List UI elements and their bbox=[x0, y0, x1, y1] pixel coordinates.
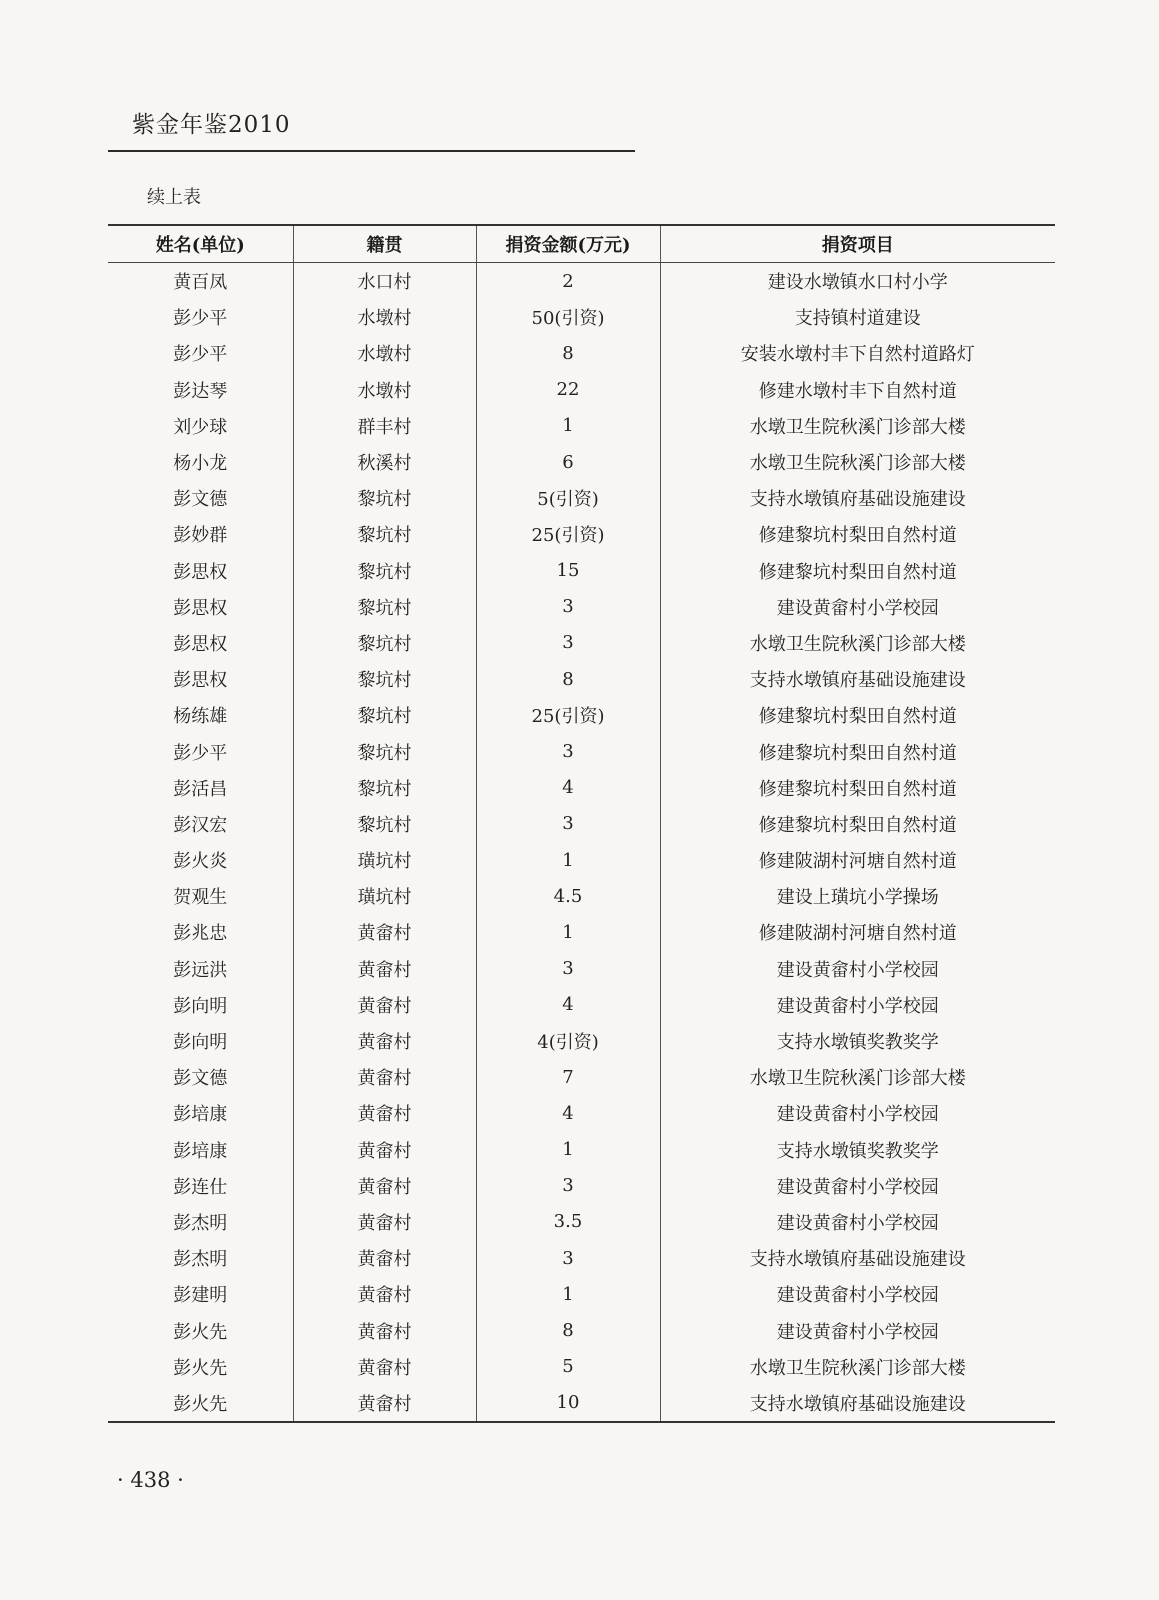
table-header bbox=[108, 225, 1055, 263]
cell-name: 彭思权 bbox=[108, 625, 293, 661]
cell-name: 黄百凤 bbox=[108, 263, 293, 300]
cell-project: 水墩卫生院秋溪门诊部大楼 bbox=[749, 1068, 966, 1090]
cell-origin: 黄畲村 bbox=[293, 1276, 476, 1312]
cell-origin: 黄畲村 bbox=[293, 1385, 476, 1422]
cell-amount: 22 bbox=[476, 372, 660, 408]
column-header-project: 捐资项目 bbox=[660, 225, 1055, 263]
cell-amount: 3 bbox=[476, 733, 660, 769]
cell-origin: 黄畲村 bbox=[293, 1349, 476, 1385]
table-row bbox=[108, 263, 1055, 300]
table-row bbox=[108, 335, 1055, 371]
cell-amount: 5(引资) bbox=[476, 480, 660, 516]
table-row bbox=[108, 1023, 1055, 1059]
cell-name: 彭火先 bbox=[108, 1349, 293, 1385]
cell-amount: 4.5 bbox=[476, 878, 660, 914]
header-rule bbox=[108, 150, 635, 152]
cell-project: 建设黄畲村小学校园 bbox=[776, 1321, 939, 1343]
cell-origin: 黎坑村 bbox=[293, 697, 476, 733]
running-header-title: 紫金年鉴2010 bbox=[132, 112, 291, 138]
cell-origin: 黄畲村 bbox=[293, 1132, 476, 1168]
table-row bbox=[108, 480, 1055, 516]
cell-amount: 3 bbox=[476, 951, 660, 987]
cell-amount: 8 bbox=[476, 1312, 660, 1348]
cell-name: 彭少平 bbox=[108, 299, 293, 335]
cell-origin: 水墩村 bbox=[293, 372, 476, 408]
cell-origin: 黄畲村 bbox=[293, 914, 476, 950]
cell-amount: 7 bbox=[476, 1059, 660, 1095]
cell-name: 彭建明 bbox=[108, 1276, 293, 1312]
cell-project: 建设黄畲村小学校园 bbox=[776, 1212, 939, 1234]
cell-project: 建设上璜坑小学操场 bbox=[776, 887, 939, 909]
table-row bbox=[108, 1276, 1055, 1312]
cell-name: 彭火炎 bbox=[108, 842, 293, 878]
cell-origin: 黎坑村 bbox=[293, 625, 476, 661]
cell-origin: 黄畲村 bbox=[293, 1204, 476, 1240]
cell-amount: 3 bbox=[476, 806, 660, 842]
cell-name: 彭培康 bbox=[108, 1132, 293, 1168]
cell-project: 修建黎坑村梨田自然村道 bbox=[758, 525, 957, 547]
cell-project: 修建黎坑村梨田自然村道 bbox=[758, 814, 957, 836]
cell-amount: 3 bbox=[476, 1240, 660, 1276]
table-row bbox=[108, 372, 1055, 408]
cell-project: 支持水墩镇府基础设施建设 bbox=[749, 1393, 966, 1415]
cell-amount: 8 bbox=[476, 661, 660, 697]
table-row bbox=[108, 553, 1055, 589]
cell-origin: 水墩村 bbox=[293, 335, 476, 371]
cell-name: 彭妙群 bbox=[108, 516, 293, 552]
cell-project: 修建黎坑村梨田自然村道 bbox=[758, 742, 957, 764]
cell-name: 彭汉宏 bbox=[108, 806, 293, 842]
page-number: · 438 · bbox=[117, 1468, 184, 1492]
cell-project: 建设黄畲村小学校园 bbox=[776, 597, 939, 619]
cell-project: 修建陂湖村河塘自然村道 bbox=[758, 851, 957, 873]
cell-name: 彭培康 bbox=[108, 1095, 293, 1131]
cell-amount: 1 bbox=[476, 1132, 660, 1168]
column-header-origin: 籍贯 bbox=[293, 225, 476, 263]
cell-name: 彭达琴 bbox=[108, 372, 293, 408]
cell-origin: 黄畲村 bbox=[293, 1312, 476, 1348]
column-header-amount: 捐资金额(万元) bbox=[476, 225, 660, 263]
cell-origin: 水墩村 bbox=[293, 299, 476, 335]
cell-name: 彭火先 bbox=[108, 1385, 293, 1422]
cell-name: 彭杰明 bbox=[108, 1204, 293, 1240]
cell-project: 建设黄畲村小学校园 bbox=[776, 1285, 939, 1307]
cell-origin: 黄畲村 bbox=[293, 951, 476, 987]
cell-origin: 黄畲村 bbox=[293, 1168, 476, 1204]
cell-amount: 3.5 bbox=[476, 1204, 660, 1240]
cell-amount: 1 bbox=[476, 842, 660, 878]
cell-origin: 黄畲村 bbox=[293, 1059, 476, 1095]
cell-name: 彭思权 bbox=[108, 661, 293, 697]
cell-amount: 4 bbox=[476, 987, 660, 1023]
table-row bbox=[108, 444, 1055, 480]
table-row bbox=[108, 1059, 1055, 1095]
cell-name: 彭活昌 bbox=[108, 770, 293, 806]
cell-amount: 1 bbox=[476, 914, 660, 950]
table-row bbox=[108, 987, 1055, 1023]
cell-name: 杨练雄 bbox=[108, 697, 293, 733]
cell-project: 支持水墩镇府基础设施建设 bbox=[749, 670, 966, 692]
cell-name: 彭思权 bbox=[108, 553, 293, 589]
table-row bbox=[108, 806, 1055, 842]
cell-project: 水墩卫生院秋溪门诊部大楼 bbox=[749, 1357, 966, 1379]
table-row bbox=[108, 1240, 1055, 1276]
cell-amount: 1 bbox=[476, 1276, 660, 1312]
cell-amount: 25(引资) bbox=[476, 516, 660, 552]
cell-amount: 3 bbox=[476, 625, 660, 661]
cell-name: 彭向明 bbox=[108, 1023, 293, 1059]
cell-project: 修建黎坑村梨田自然村道 bbox=[758, 706, 957, 728]
cell-origin: 黄畲村 bbox=[293, 987, 476, 1023]
cell-project: 水墩卫生院秋溪门诊部大楼 bbox=[749, 416, 966, 438]
cell-name: 彭兆忠 bbox=[108, 914, 293, 950]
cell-project: 支持水墩镇府基础设施建设 bbox=[749, 489, 966, 511]
cell-amount: 4 bbox=[476, 770, 660, 806]
cell-origin: 璜坑村 bbox=[293, 878, 476, 914]
cell-origin: 黎坑村 bbox=[293, 733, 476, 769]
table-body bbox=[108, 263, 1055, 1423]
cell-name: 杨小龙 bbox=[108, 444, 293, 480]
cell-origin: 黄畲村 bbox=[293, 1023, 476, 1059]
cell-origin: 秋溪村 bbox=[293, 444, 476, 480]
cell-project: 建设黄畲村小学校园 bbox=[776, 959, 939, 981]
table-row bbox=[108, 1132, 1055, 1168]
cell-origin: 黎坑村 bbox=[293, 589, 476, 625]
cell-name: 彭火先 bbox=[108, 1312, 293, 1348]
table-row bbox=[108, 1168, 1055, 1204]
cell-amount: 15 bbox=[476, 553, 660, 589]
table-row bbox=[108, 299, 1055, 335]
cell-name: 彭文德 bbox=[108, 480, 293, 516]
table-row bbox=[108, 661, 1055, 697]
cell-amount: 4 bbox=[476, 1095, 660, 1131]
table-row bbox=[108, 1349, 1055, 1385]
cell-origin: 璜坑村 bbox=[293, 842, 476, 878]
cell-name: 彭远洪 bbox=[108, 951, 293, 987]
cell-name: 彭文德 bbox=[108, 1059, 293, 1095]
cell-origin: 黎坑村 bbox=[293, 806, 476, 842]
table-row bbox=[108, 1312, 1055, 1348]
cell-amount: 3 bbox=[476, 1168, 660, 1204]
donation-table-container bbox=[108, 224, 1055, 1423]
table-row bbox=[108, 733, 1055, 769]
table-row bbox=[108, 770, 1055, 806]
table-row bbox=[108, 1204, 1055, 1240]
cell-project: 建设水墩镇水口村小学 bbox=[767, 272, 948, 294]
cell-name: 彭思权 bbox=[108, 589, 293, 625]
cell-project: 支持水墩镇奖教奖学 bbox=[776, 1032, 939, 1054]
table-row bbox=[108, 408, 1055, 444]
cell-origin: 群丰村 bbox=[293, 408, 476, 444]
cell-origin: 黎坑村 bbox=[293, 553, 476, 589]
table-row bbox=[108, 1385, 1055, 1422]
cell-amount: 1 bbox=[476, 408, 660, 444]
cell-name: 刘少球 bbox=[108, 408, 293, 444]
cell-amount: 4(引资) bbox=[476, 1023, 660, 1059]
table-row bbox=[108, 589, 1055, 625]
cell-amount: 5 bbox=[476, 1349, 660, 1385]
cell-name: 贺观生 bbox=[108, 878, 293, 914]
cell-project: 支持镇村道建设 bbox=[794, 308, 921, 330]
cell-project: 支持水墩镇府基础设施建设 bbox=[749, 1249, 966, 1271]
cell-amount: 8 bbox=[476, 335, 660, 371]
cell-origin: 黎坑村 bbox=[293, 516, 476, 552]
table-row bbox=[108, 1095, 1055, 1131]
table-row bbox=[108, 625, 1055, 661]
cell-name: 彭杰明 bbox=[108, 1240, 293, 1276]
table-row bbox=[108, 914, 1055, 950]
cell-origin: 黎坑村 bbox=[293, 480, 476, 516]
cell-origin: 水口村 bbox=[293, 263, 476, 300]
cell-origin: 黄畲村 bbox=[293, 1240, 476, 1276]
cell-origin: 黎坑村 bbox=[293, 770, 476, 806]
cell-name: 彭连仕 bbox=[108, 1168, 293, 1204]
cell-amount: 3 bbox=[476, 589, 660, 625]
cell-project: 建设黄畲村小学校园 bbox=[776, 1176, 939, 1198]
cell-name: 彭少平 bbox=[108, 733, 293, 769]
table-row bbox=[108, 516, 1055, 552]
cell-project: 安装水墩村丰下自然村道路灯 bbox=[740, 344, 975, 366]
cell-amount: 2 bbox=[476, 263, 660, 300]
header-row bbox=[108, 225, 1055, 263]
column-header-name: 姓名(单位) bbox=[108, 225, 293, 263]
table-row bbox=[108, 951, 1055, 987]
cell-project: 建设黄畲村小学校园 bbox=[776, 995, 939, 1017]
cell-project: 修建黎坑村梨田自然村道 bbox=[758, 561, 957, 583]
cell-amount: 6 bbox=[476, 444, 660, 480]
cell-name: 彭少平 bbox=[108, 335, 293, 371]
cell-amount: 25(引资) bbox=[476, 697, 660, 733]
cell-project: 支持水墩镇奖教奖学 bbox=[776, 1140, 939, 1162]
cell-amount: 10 bbox=[476, 1385, 660, 1422]
cell-origin: 黄畲村 bbox=[293, 1095, 476, 1131]
cell-project: 建设黄畲村小学校园 bbox=[776, 1104, 939, 1126]
donation-table bbox=[108, 224, 1055, 1423]
cell-project: 水墩卫生院秋溪门诊部大楼 bbox=[749, 633, 966, 655]
table-row bbox=[108, 878, 1055, 914]
cell-name: 彭向明 bbox=[108, 987, 293, 1023]
cell-origin: 黎坑村 bbox=[293, 661, 476, 697]
table-row bbox=[108, 697, 1055, 733]
cell-project: 修建水墩村丰下自然村道 bbox=[758, 380, 957, 402]
cell-amount: 50(引资) bbox=[476, 299, 660, 335]
cell-project: 修建黎坑村梨田自然村道 bbox=[758, 778, 957, 800]
cell-project: 水墩卫生院秋溪门诊部大楼 bbox=[749, 453, 966, 475]
table-continued-label: 续上表 bbox=[147, 187, 201, 208]
cell-project: 修建陂湖村河塘自然村道 bbox=[758, 923, 957, 945]
table-row bbox=[108, 842, 1055, 878]
